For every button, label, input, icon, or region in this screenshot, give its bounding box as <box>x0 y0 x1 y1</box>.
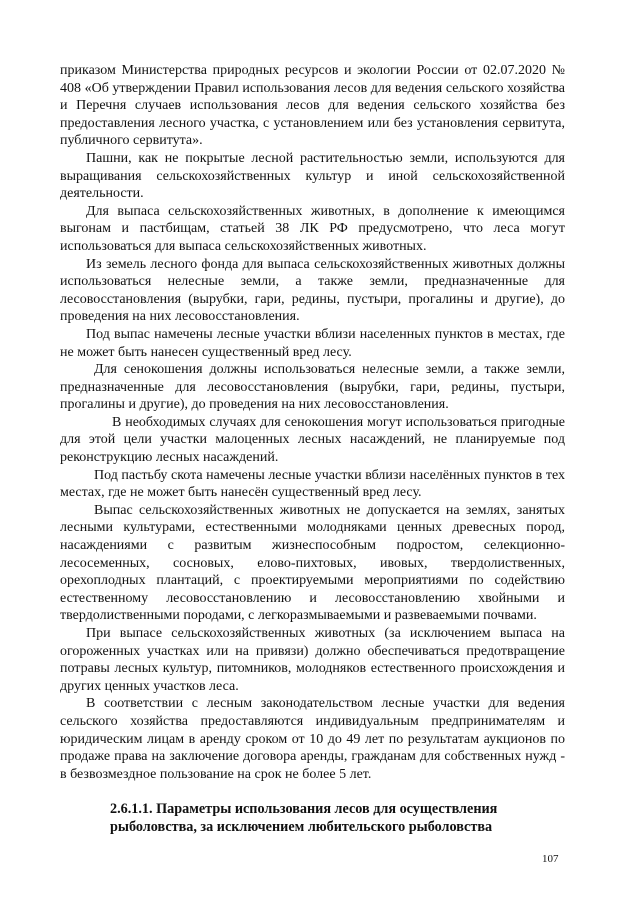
paragraph-cattle-grazing-sites: Под пастьбу скота намечены лесные участки вблизи населённых пунктов в тех местах, где не может быть нанесён существенный вред лесу. <box>60 467 565 501</box>
paragraph-haymaking-land: Для сенокошения должны использоваться нелесные земли, а также земли, предназначенные для лесовосстановления (вырубки, гари, редины, пустыри, прогалины и другие), до проведения на них лесовосстановления. <box>60 362 565 413</box>
paragraph-grazing-prevention: При выпасе сельскохозяйственных животных (за исключением выпаса на огороженных участках или на привязи) должно обеспечиваться предотвращение потравы лесных культур, питомников, молодняков естественного происхождения и других ценных участков леса. <box>60 626 565 694</box>
paragraph-lease-terms: В соответствии с лесным законодательством лесные участки для ведения сельского хозяйства предоставляются индивидуальным предпринимателям и юридическим лицам в аренду сроком от 10 до 49 лет по результатам аукционов по продаже права на заключение договора аренды, гражданам для собственных нужд - в безвозмездное пользование на срок не более 5 лет. <box>60 696 565 782</box>
paragraph-grazing-sites: Под выпас намечены лесные участки вблизи населенных пунктов в местах, где не может быть нанесен существенный вред лесу. <box>60 326 565 360</box>
paragraph-grazing-prohibited: Выпас сельскохозяйственных животных не допускается на землях, занятых лесными культурами, естественными молодняками ценных древесных пород, насаждениями с развитым жизнеспособным подростом, селекционно-лесосеменных, сосновых, елово-пихтовых, ивовых, твердолиственных, орехоплодных плантаций, с проектируемыми мероприятиями по содействию естественному лесовосстановлению и лесовосстановлению хвойными и твердолиственными породами, с легкоразмываемыми и развеваемыми почвами. <box>60 502 565 624</box>
paragraph-order-reference: приказом Министерства природных ресурсов и экологии России от 02.07.2020 № 408 «Об утверждении Правил использования лесов для ведения сельского хозяйства и Перечня случаев использования лесов для ведения сельского хозяйства без предоставления лесного участка, с установлением или без установления сервитута, публичного сервитута». <box>60 63 565 149</box>
page-number: 107 <box>542 853 559 865</box>
paragraph-non-forest-land-grazing: Из земель лесного фонда для выпаса сельскохозяйственных животных должны использоваться нелесные земли, а также земли, предназначенные для лесовосстановления (вырубки, гари, редины, пустыри, прогалины и другие), до проведения на них лесовосстановления. <box>60 256 565 325</box>
body-text <box>60 62 565 783</box>
paragraph-arable-land: Пашни, как не покрытые лесной растительностью земли, используются для выращивания сельскохозяйственных культур и иной сельскохозяйственной деятельности. <box>60 150 565 202</box>
paragraph-haymaking-low-value: В необходимых случаях для сенокошения могут использоваться пригодные для этой цели участки малоценных лесных насаждений, не планируемые под реконструкцию лесных насаждений. <box>60 414 565 466</box>
paragraph-grazing-article-38: Для выпаса сельскохозяйственных животных, в дополнение к имеющимся выгонам и пастбищам, статьей 38 ЛК РФ предусмотрено, что леса могут использоваться для выпаса сельскохозяйственных животных. <box>60 203 565 254</box>
section-heading: 2.6.1.1. Параметры использования лесов для осуществления рыболовства, за исключением любительского рыболовства <box>110 801 498 835</box>
